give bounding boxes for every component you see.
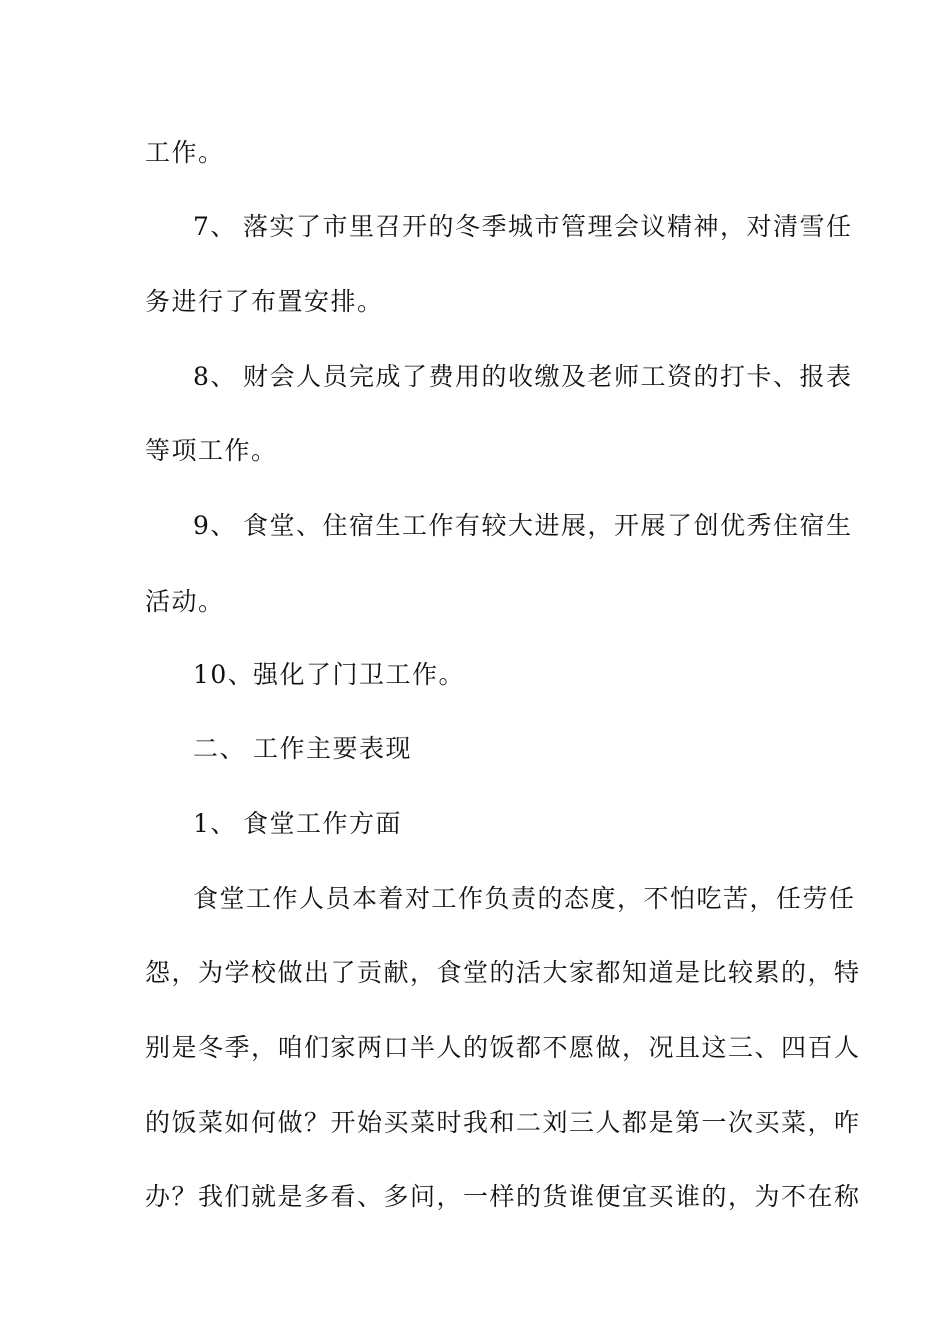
list-item-text: 落实了市里召开的冬季城市管理会议精神，对清雪任 bbox=[243, 212, 853, 241]
section-number: 二、 bbox=[193, 734, 247, 763]
paragraph-line: 等项工作。 bbox=[145, 436, 278, 465]
list-item-8 bbox=[193, 362, 853, 392]
paragraph-line: 食堂工作人员本着对工作负责的态度，不怕吃苦，任劳任 bbox=[193, 884, 856, 913]
list-item-text: 财会人员完成了费用的收缴及老师工资的打卡、报表 bbox=[243, 362, 853, 391]
paragraph-line: 务进行了布置安排。 bbox=[145, 287, 384, 316]
list-item-text: 食堂、住宿生工作有较大进展，开展了创优秀住宿生 bbox=[243, 511, 853, 540]
list-number: 9、 bbox=[193, 511, 237, 540]
subsection-number: 1、 bbox=[193, 809, 237, 838]
list-number: 7、 bbox=[193, 212, 237, 241]
list-number: 10、 bbox=[193, 660, 255, 689]
list-number: 8、 bbox=[193, 362, 237, 391]
paragraph-line: 办？我们就是多看、多问，一样的货谁便宜买谁的，为不在称 bbox=[145, 1182, 861, 1211]
subsection-title: 食堂工作方面 bbox=[243, 809, 403, 838]
paragraph-line: 的饭菜如何做？开始买菜时我和二刘三人都是第一次买菜，咋 bbox=[145, 1108, 861, 1137]
paragraph-line: 别是冬季，咱们家两口半人的饭都不愿做，况且这三、四百人 bbox=[145, 1033, 861, 1062]
list-item-10 bbox=[193, 660, 465, 690]
paragraph-line: 工作。 bbox=[145, 138, 225, 167]
subsection-heading bbox=[193, 809, 402, 839]
list-item-9 bbox=[193, 511, 853, 541]
section-title: 工作主要表现 bbox=[253, 734, 413, 763]
paragraph-line: 活动。 bbox=[145, 587, 225, 616]
list-item-7 bbox=[193, 212, 853, 242]
section-heading bbox=[193, 734, 412, 764]
list-item-text: 强化了门卫工作。 bbox=[253, 660, 466, 689]
paragraph-line: 怨，为学校做出了贡献，食堂的活大家都知道是比较累的，特 bbox=[145, 958, 861, 987]
